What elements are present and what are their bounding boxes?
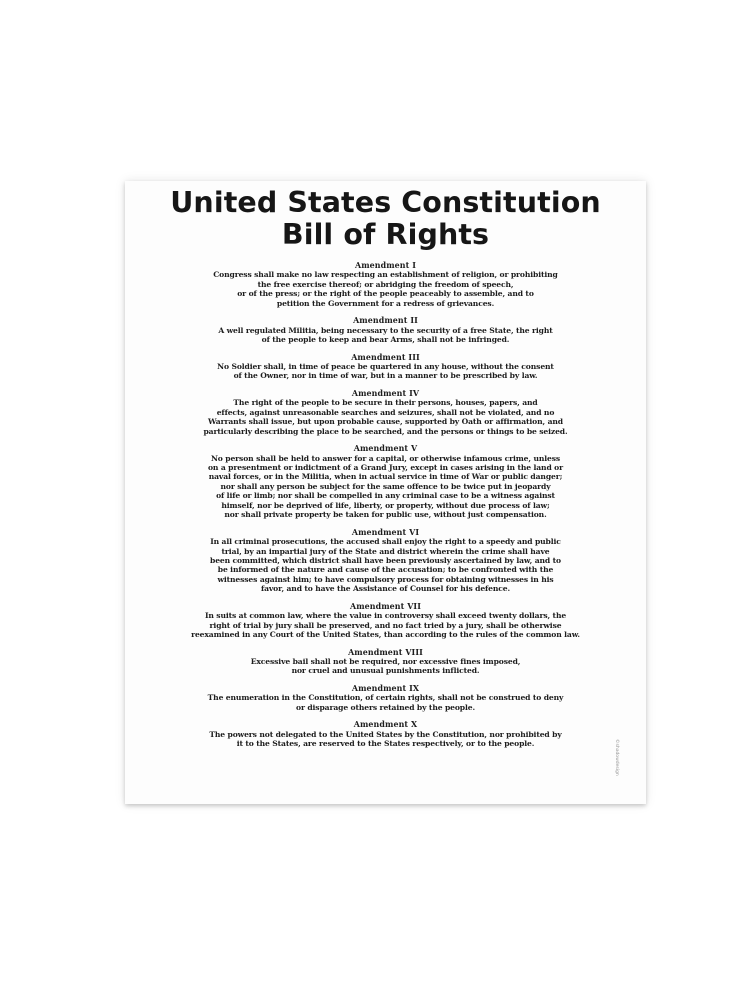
amendment-text-line: The right of the people to be secure in their persons, houses, papers, and xyxy=(233,398,538,408)
amendment-heading: Amendment I xyxy=(354,261,417,270)
amendment-text-line: nor shall private property be taken for public use, without just compensation. xyxy=(224,510,547,520)
amendment-text-line: witnesses against him; to have compulsory process for obtaining witnesses in his xyxy=(217,574,554,584)
amendment-block xyxy=(125,648,646,676)
amendment-text-line: nor shall any person be subject for the same offence to be twice put in jeopardy xyxy=(220,481,551,491)
amendment-heading: Amendment VI xyxy=(351,527,420,537)
amendment-text-line: In all criminal prosecutions, the accused shall enjoy the right to a speedy and public xyxy=(210,537,561,547)
amendment-block xyxy=(125,316,646,344)
amendment-text-line: Warrants shall issue, but upon probable cause, supported by Oath or affirmation, and xyxy=(208,417,563,427)
amendment-block xyxy=(125,261,646,308)
amendment-text-line: himself, nor be deprived of life, liberty, or property, without due process of law; xyxy=(221,500,550,510)
amendment-text-line: petition the Government for a redress of grievances. xyxy=(276,298,495,308)
amendment-block xyxy=(125,389,646,436)
amendment-heading: Amendment IV xyxy=(351,389,420,399)
amendment-heading: Amendment VII xyxy=(349,601,422,611)
amendment-text-line: the free exercise thereof; or abridging the freedom of speech, xyxy=(257,279,514,289)
amendment-heading: Amendment II xyxy=(353,316,418,326)
amendment-text-line: particularly describing the place to be searched, and the persons or things to be seized. xyxy=(203,426,568,436)
amendment-text-line: A well regulated Militia, being necessary to the security of a free State, the right xyxy=(218,325,553,335)
amendment-text-line: of the people to keep and bear Arms, shall not be infringed. xyxy=(261,335,510,345)
amendment-text-line: reexamined in any Court of the United States, than according to the rules of the common law. xyxy=(191,629,580,639)
amendment-text-line: be informed of the nature and cause of the accusation; to be confronted with the xyxy=(217,565,554,575)
amendment-text-line: or disparage others retained by the people. xyxy=(296,702,475,712)
amendment-block xyxy=(125,602,646,640)
amendment-heading: Amendment V xyxy=(353,444,418,454)
amendment-text-line: In suits at common law, where the value in controversy shall exceed twenty dollars, the xyxy=(204,611,567,621)
amendment-text-line: The enumeration in the Constitution, of certain rights, shall not be construed to deny xyxy=(207,693,564,703)
amendment-text-line: nor cruel and unusual punishments inflicted. xyxy=(291,666,480,676)
title-line-2: Bill of Rights xyxy=(281,218,490,251)
amendment-text-line: Excessive bail shall not be required, nor excessive fines imposed, xyxy=(250,656,521,666)
amendment-text-line: on a presentment or indictment of a Grand Jury, except in cases arising in the land or xyxy=(207,463,563,473)
amendment-text-line: right of trial by jury shall be preserved, and no fact tried by a jury, shall be otherwise xyxy=(209,620,562,630)
amendment-text-line: it to the States, are reserved to the States respectively, or to the people. xyxy=(236,739,535,749)
amendment-block xyxy=(125,353,646,381)
amendment-heading: Amendment X xyxy=(353,720,418,730)
amendment-text-line: favor, and to have the Assistance of Counsel for his defence. xyxy=(260,584,511,594)
amendment-heading: Amendment VIII xyxy=(348,647,423,657)
page-title xyxy=(125,187,646,251)
amendment-block xyxy=(125,528,646,594)
amendment-text-line: or of the press; or the right of the people peaceably to assemble, and to xyxy=(237,289,534,299)
amendment-text-line: effects, against unreasonable searches and seizures, shall not be violated, and no xyxy=(216,407,555,417)
title-line-1: United States Constitution xyxy=(170,186,601,219)
artist-signature-watermark: ©shadowdesign xyxy=(614,739,619,776)
amendment-text-line: No person shall be held to answer for a capital, or otherwise infamous crime, unless xyxy=(210,453,561,463)
amendment-text-line: No Soldier shall, in time of peace be quartered in any house, without the consent xyxy=(217,362,554,372)
amendment-text-line: naval forces, or in the Militia, when in actual service in time of War or public danger; xyxy=(208,472,563,482)
amendment-heading: Amendment IX xyxy=(351,683,420,693)
amendment-block xyxy=(125,720,646,748)
amendment-text-line: been committed, which district shall have been previously ascertained by law, and to xyxy=(210,555,561,565)
amendments-list xyxy=(125,261,646,757)
amendment-text-line: Congress shall make no law respecting an establishment of religion, or prohibiting xyxy=(213,270,558,280)
amendment-block xyxy=(125,684,646,712)
amendment-text-line: The powers not delegated to the United States by the Constitution, nor prohibited by xyxy=(209,729,562,739)
amendment-block xyxy=(125,444,646,519)
amendment-text-line: of the Owner, nor in time of war, but in a manner to be prescribed by law. xyxy=(233,371,538,381)
amendment-text-line: of life or limb; nor shall be compelled in any criminal case to be a witness against xyxy=(216,491,555,501)
amendment-heading: Amendment III xyxy=(351,352,420,362)
poster-print xyxy=(125,181,646,804)
amendment-text-line: trial, by an impartial jury of the State and district wherein the crime shall have xyxy=(221,546,550,556)
